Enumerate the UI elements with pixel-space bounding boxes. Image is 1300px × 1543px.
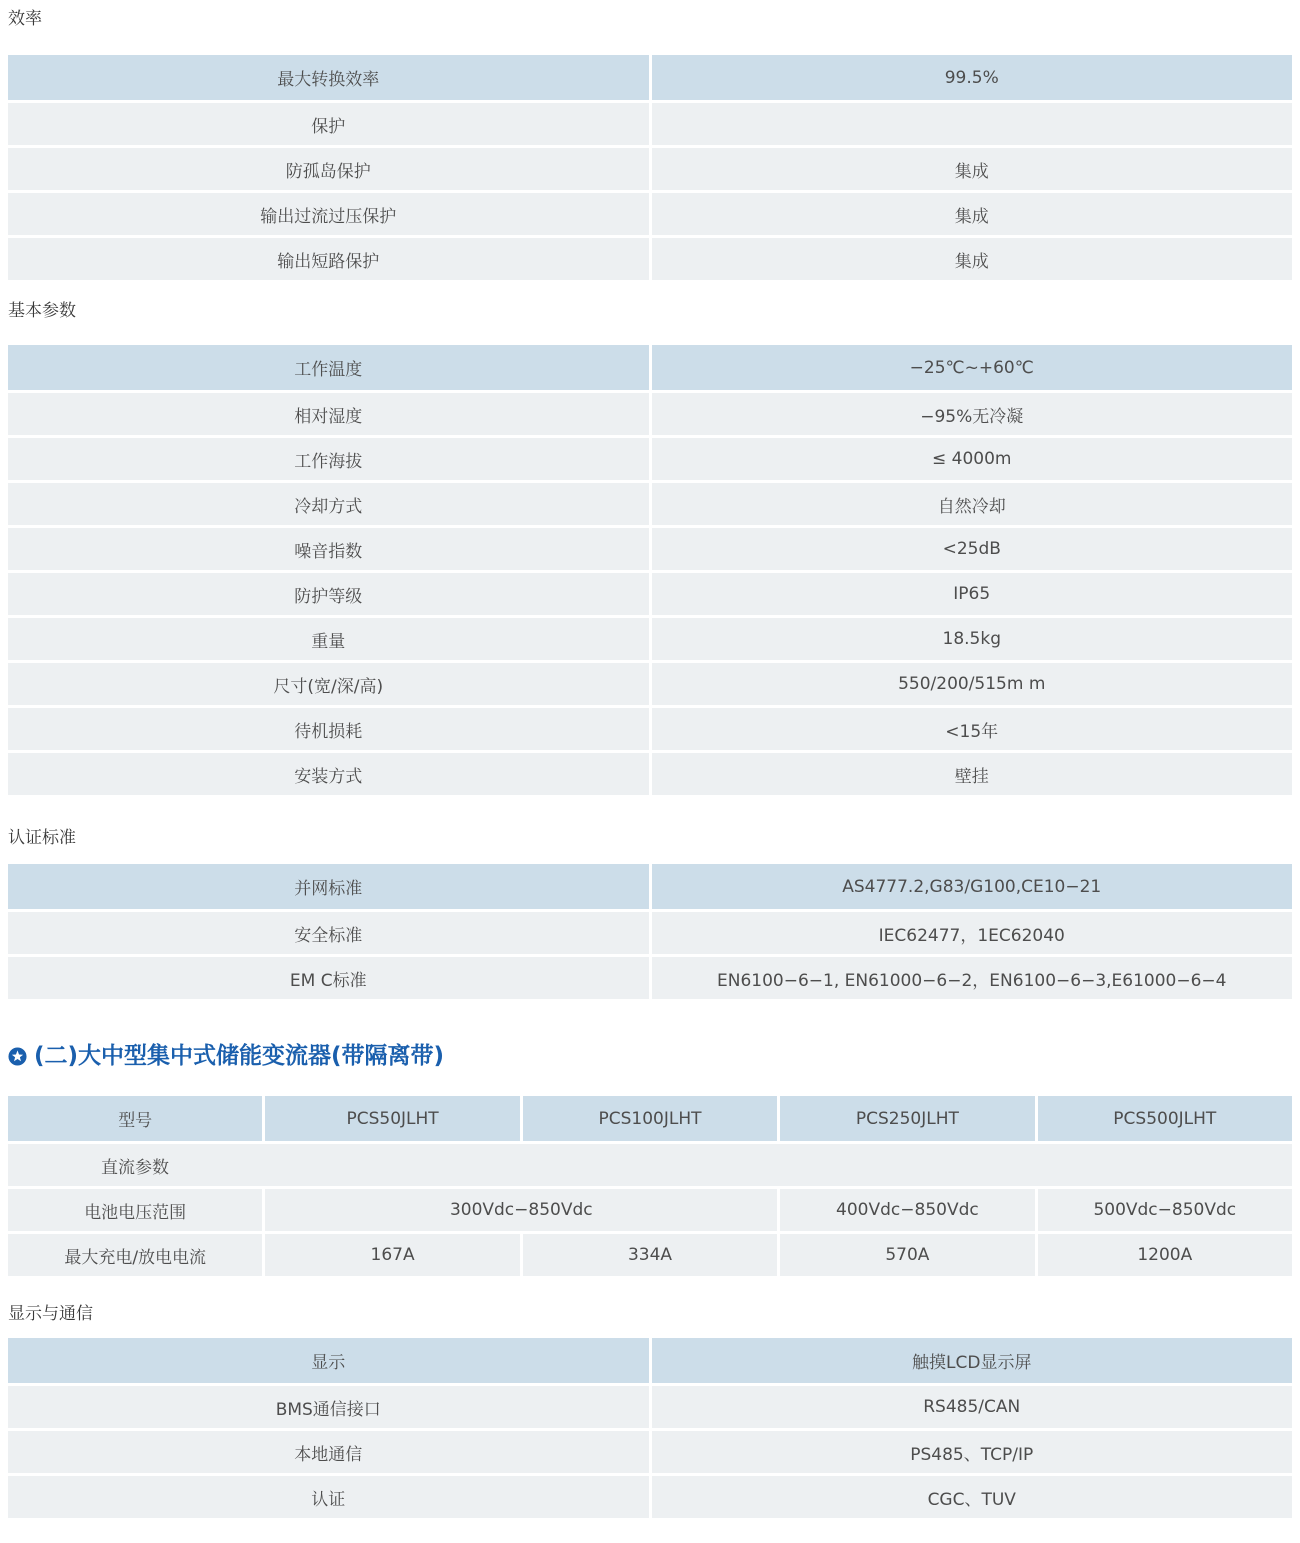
row-label: 电池电压范围 [8,1189,262,1231]
table-row [8,438,1292,480]
row-value: −25℃~+60℃ [652,345,1293,390]
section-title-efficiency: 效率 [8,9,42,29]
table-row [8,912,1292,954]
row-label: 工作温度 [8,345,649,390]
table-header-row [8,1338,1292,1383]
table-row-battery-voltage [8,1189,1292,1231]
table-row [8,663,1292,705]
column-header-model: 型号 [8,1096,262,1141]
table-header-row [8,1096,1292,1141]
pcs-section-title: (二)大中型集中式储能变流器(带隔离带) [34,1043,445,1069]
row-value: 400Vdc−850Vdc [780,1189,1034,1231]
row-label: 工作海拔 [8,438,649,480]
row-value: PS485、TCP/IP [652,1431,1293,1473]
row-value: AS4777.2,G83/G100,CE10−21 [652,864,1293,909]
table-row [8,238,1292,280]
row-value: 300Vdc−850Vdc [265,1189,777,1231]
row-label: 防孤岛保护 [8,148,649,190]
row-value: <15年 [652,708,1293,750]
row-value: 集成 [652,193,1293,235]
row-label: 保护 [8,103,649,145]
row-label: 相对湿度 [8,393,649,435]
column-header-pcs50: PCS50JLHT [265,1096,519,1141]
table-row [8,753,1292,795]
row-label: 重量 [8,618,649,660]
row-value: 167A [265,1234,519,1276]
section-title-certification: 认证标准 [8,828,76,848]
row-value: 壁挂 [652,753,1293,795]
row-value: 550/200/515m m [652,663,1293,705]
table-header-row [8,345,1292,390]
row-value: <25dB [652,528,1293,570]
row-label: BMS通信接口 [8,1386,649,1428]
row-value [652,103,1293,145]
row-label: 待机损耗 [8,708,649,750]
row-value: 1200A [1038,1234,1292,1276]
row-value: 99.5% [652,55,1293,100]
spec-table-display-comm [8,1338,1292,1518]
table-header-row [8,55,1292,100]
row-label: 输出过流过压保护 [8,193,649,235]
row-value: 自然冷却 [652,483,1293,525]
table-row [8,1431,1292,1473]
row-label: 最大充电/放电电流 [8,1234,262,1276]
row-value: ≤ 4000m [652,438,1293,480]
row-label: 显示 [8,1338,649,1383]
row-value: 集成 [652,238,1293,280]
row-label: 噪音指数 [8,528,649,570]
subheader-cell [8,1144,1292,1186]
table-row [8,1386,1292,1428]
spec-table-basic-params [8,345,1292,795]
row-value: 500Vdc−850Vdc [1038,1189,1292,1231]
column-header-pcs250: PCS250JLHT [780,1096,1034,1141]
section-title-display-comm: 显示与通信 [8,1304,93,1324]
row-label: 最大转换效率 [8,55,649,100]
table-row [8,483,1292,525]
column-header-pcs100: PCS100JLHT [523,1096,777,1141]
table-row [8,528,1292,570]
row-value: IEC62477，1EC62040 [652,912,1293,954]
row-value: 触摸LCD显示屏 [652,1338,1293,1383]
table-row [8,957,1292,999]
table-row [8,573,1292,615]
table-subheader-row [8,1144,1292,1186]
table-row-max-current [8,1234,1292,1276]
row-value: RS485/CAN [652,1386,1293,1428]
row-value: 570A [780,1234,1034,1276]
row-value: 18.5kg [652,618,1293,660]
table-row [8,193,1292,235]
column-header-pcs500: PCS500JLHT [1038,1096,1292,1141]
table-header-row [8,864,1292,909]
row-label: EM C标准 [8,957,649,999]
row-label: 尺寸(宽/深/高) [8,663,649,705]
row-label: 输出短路保护 [8,238,649,280]
row-label: 本地通信 [8,1431,649,1473]
table-row [8,103,1292,145]
row-label: 并网标准 [8,864,649,909]
row-label: 防护等级 [8,573,649,615]
row-value: 334A [523,1234,777,1276]
spec-table-certification [8,864,1292,999]
star-circle-icon [8,1047,27,1066]
spec-table-efficiency [8,55,1292,280]
row-value: −95%无冷凝 [652,393,1293,435]
row-value: CGC、TUV [652,1476,1293,1518]
table-row [8,393,1292,435]
subheader-label: 直流参数 [101,1157,169,1178]
row-label: 认证 [8,1476,649,1518]
table-row [8,618,1292,660]
table-row [8,708,1292,750]
row-value: IP65 [652,573,1293,615]
table-row [8,1476,1292,1518]
row-label: 安全标准 [8,912,649,954]
pcs-section-heading [8,1041,1292,1071]
row-value: 集成 [652,148,1293,190]
table-row [8,148,1292,190]
row-label: 安装方式 [8,753,649,795]
row-value: EN6100−6−1, EN61000−6−2，EN6100−6−3,E61000−6−4 [652,957,1293,999]
spec-table-pcs-models [8,1096,1292,1276]
section-title-basic-params: 基本参数 [8,301,76,321]
row-label: 冷却方式 [8,483,649,525]
